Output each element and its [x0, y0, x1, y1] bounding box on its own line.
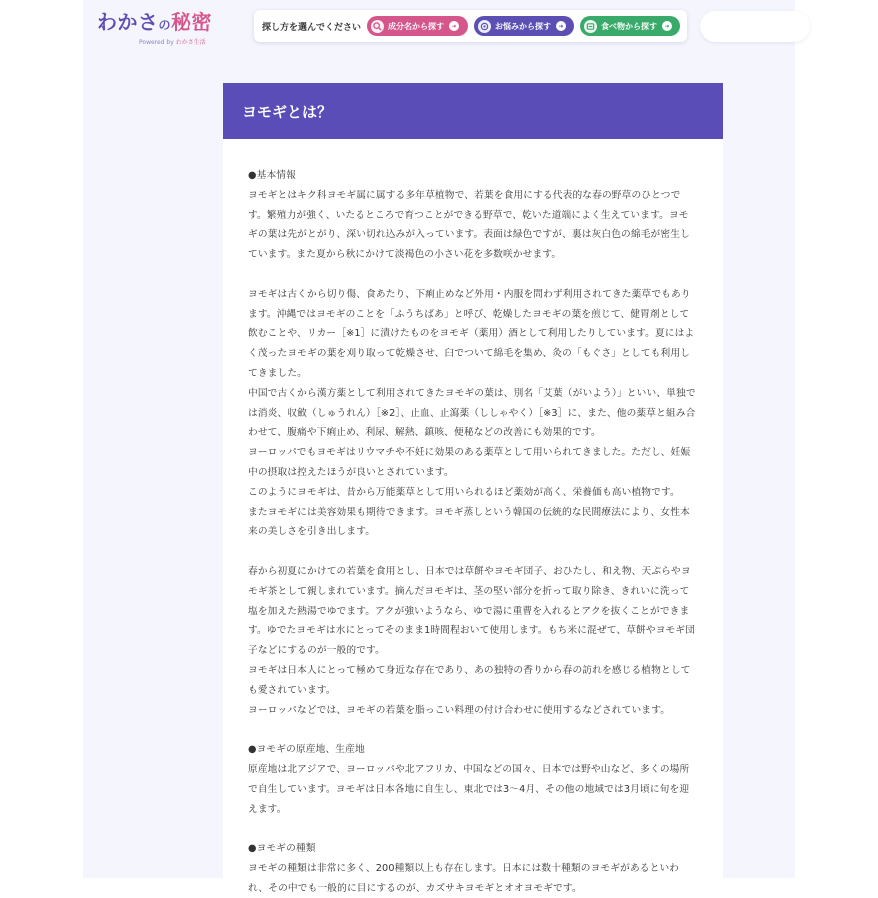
section-heading: ●ヨモギの種類 [248, 843, 316, 855]
search-method-bar [254, 10, 687, 42]
trouble-icon [478, 20, 491, 33]
search-by-ingredient-button[interactable] [367, 16, 468, 36]
logo-powered-by: Powered by わかさ生活 [139, 39, 206, 46]
paragraph: このようにヨモギは、昔から万能薬草として用いられるほど薬効が高く、栄養価も高い植物です。 [248, 486, 680, 498]
section-heading: ●ヨモギの原産地、生産地 [248, 744, 365, 756]
arrow-right-icon: ➜ [449, 21, 459, 31]
paragraph: ヨモギの種類は非常に多く、200種類以上も存在します。日本には数十種類のヨモギがあるといわれ、その中でも一般的に目にするのが、カズサキヨモギとオオヨモギです。 [248, 862, 680, 894]
search-by-trouble-button[interactable] [474, 16, 574, 36]
site-search-input[interactable] [700, 11, 810, 42]
paragraph: 原産地は北アジアで、ヨーロッパや北アフリカ、中国などの国々、日本では野や山など、多くの場所で自生しています。ヨモギは日本各地に自生し、東北では3～4月、その他の地域では3月頃に旬を迎えます。 [248, 763, 690, 815]
paragraph: ヨモギは日本人にとって極めて身近な存在であり、あの独特の香りから春の訪れを感じる植物としても愛されています。 [248, 664, 691, 696]
arrow-right-icon: ➜ [662, 21, 672, 31]
site-logo[interactable] [97, 10, 217, 46]
paragraph: ヨモギとはキク科ヨモギ属に属する多年草植物で、若葉を食用にする代表的な春の野草のひとつです。繁殖力が強く、いたるところで育つことができる野草で、乾いた道端によく生えています。ヨモギの葉は先がとがり、深い切れ込みが入っています。表面は緑色ですが、裏は灰白色の綿毛が密生しています。また夏から秋にかけて淡褐色の小さい花を多数咲かせます。 [248, 189, 690, 261]
paragraph-spacer [248, 265, 697, 285]
search-method-label: 探し方を選んでください [262, 22, 362, 33]
food-icon [584, 20, 597, 33]
paragraph: 中国で古くから漢方薬として利用されてきたヨモギの葉は、別名「艾葉（がいよう）」といい、単独では消炎、収斂（しゅうれん）［※2］、止血、止瀉薬（ししゃやく）［※3］に、また、他の薬草と組み合わせて、腹痛や下痢止め、利尿、解熱、鎮咳、便秘などの改善にも効果的です。 [248, 387, 696, 439]
arrow-right-icon: ➜ [556, 21, 566, 31]
section-heading: ●基本情報 [248, 170, 296, 181]
search-by-trouble-label: お悩みから探す [495, 21, 552, 31]
search-by-food-button[interactable] [580, 16, 680, 36]
search-by-ingredient-label: 成分名から探す [388, 21, 445, 31]
article-body [223, 139, 723, 898]
logo-text: わかさの秘密 [97, 10, 213, 34]
section-spacer [248, 819, 697, 839]
paragraph: ヨモギは古くから切り傷、食あたり、下痢止めなど外用・内服を問わず利用されてきた薬草でもあります。沖縄ではヨモギのことを「ふうちばあ」と呼び、乾燥したヨモギの葉を煎じて、健胃剤として飲むことや、リカー［※1］に漬けたものをヨモギ（薬用）酒として利用したりしています。夏にはよく茂ったヨモギの葉を刈り取って乾燥させ、臼でついて綿毛を集め、灸の「もぐさ」としても利用してきました。 [248, 288, 695, 379]
magnifier-icon [371, 20, 384, 33]
paragraph-spacer [248, 542, 697, 562]
article-title: ヨモギとは？ [223, 83, 723, 139]
search-by-food-label: 食べ物から探す [601, 21, 658, 31]
article-card [223, 83, 723, 894]
paragraph: ヨーロッパなどでは、ヨモギの若葉を脂っこい料理の付け合わせに使用するなどされています。 [248, 704, 671, 716]
section-spacer [248, 720, 697, 740]
paragraph: またヨモギには美容効果も期待できます。ヨモギ蒸しという韓国の伝統的な民間療法により、女性本来の美しさを引き出します。 [248, 506, 690, 538]
paragraph: ヨーロッパでもヨモギはリウマチや不妊に効果のある薬草として用いられてきました。ただし、妊娠中の摂取は控えたほうが良いとされています。 [248, 447, 691, 478]
paragraph: 春から初夏にかけての若葉を食用とし、日本では草餅やヨモギ団子、おひたし、和え物、天ぷらやヨモギ茶として親しまれています。摘んだヨモギは、茎の堅い部分を折って取り除き、きれいに洗って塩を加えた熱湯でゆでます。アクが強いようなら、ゆで湯に重曹を入れるとアクを抜くことができます。ゆでたヨモギは水にとってそのまま1時間程おいて使用します。もち米に混ぜて、草餅やヨモギ団子などにするのが一般的です。 [248, 565, 696, 657]
